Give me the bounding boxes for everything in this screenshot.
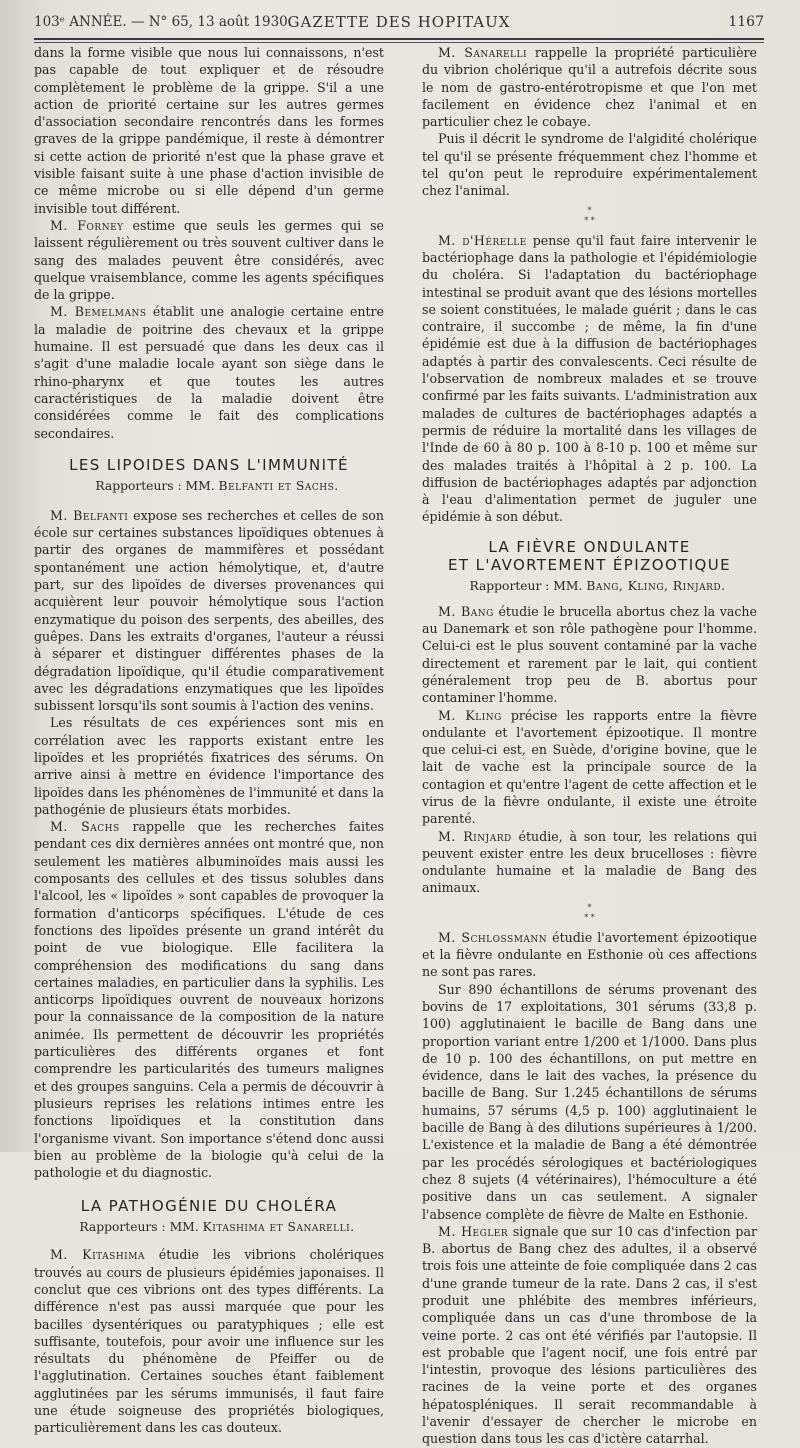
rapporteurs	[34, 478, 384, 495]
paragraph-text: précise les rapports entre la fièvre ondulante et l'avortement épizootique. Il montre que celui-ci est, en Suède, d'origine bovine, que le lait de vache est la principale source de la contagion et qu'entre l'agent de cette affection et le virus de la fièvre ondulante, il existe une étroite parenté.	[422, 707, 757, 827]
paragraph	[422, 603, 757, 707]
journal-title: GAZETTE DES HOPITAUX	[287, 13, 511, 31]
speaker-name: M. Sanarelli	[438, 45, 528, 60]
issue-info: 103ᵉ ANNÉE. — N° 65, 13 août 1930.	[34, 14, 293, 30]
speaker-name: M. Kitashima	[50, 1247, 145, 1263]
paragraph-text: étudie, à son tour, les relations qui peuvent exister entre les deux brucelloses : fièvre ondulante humaine et la maladie de Bang des animaux.	[422, 828, 757, 896]
paragraph: dans la forme visible que nous lui connaissons, n'est pas capable de tout expliquer et de résoudre complètement le problème de la grippe. S'il a une action de priorité certaine sur les autres germes d'association secondaire rencontrés dans les formes graves de la grippe pandémique, il reste à démontrer si cette action de priorité n'est que la phase grave et visible faisant suite à une phase d'action invisible de ce même microbe ou si elle dépend d'un germe invisible tout différent.	[34, 45, 384, 216]
running-header	[34, 12, 764, 32]
paragraph	[422, 1223, 757, 1448]
paragraph: Sur 890 échantillons de sérums provenant des bovins de 17 exploitations, 301 sérums (33,8 p. 100) agglutinaient le bacille de Bang dans une proportion variant entre 1/200 et 1/1000. Dans plus de 10 p. 100 des échantillons, on put mettre en évidence, dans le lait des vaches, la présence du bacille de Bang. Sur 1.245 échantillons de sérums humains, 57 sérums (4,5 p. 100) agglutinaient le bacille de Bang à des dilutions supérieures à 1/200. L'existence et la maladie de Bang a été démontrée par les procédés sérologiques et bactériologiques chez 8 sujets (4 vétérinaires), l'hémoculture a été positive dans un cas seulement. A signaler l'absence complète de fièvre de Malte en Esthonie.	[422, 981, 757, 1222]
paragraph	[34, 507, 384, 715]
speaker-name: M. Bang	[438, 603, 494, 619]
left-column	[34, 44, 384, 1437]
paragraph-text: étudie le brucella abortus chez la vache au Danemark et son rôle pathogène pour l'homme. Celui-ci est le plus souvent contaminé par la vache directement et rarement par le lait, qui contient généralement trop peu de B. abortus pour contaminer l'homme.	[422, 603, 757, 706]
paragraph-text: étudie les vibrions cholériques trouvés au cours de plusieurs épidémies japonaises. Il conclut que ces vibrions ont des types différents. La différence n'est pas aussi marquée que pour les bacilles dysentériques ou paratyphiques ; elle est suffisante, toutefois, pour avoir une influence sur les résultats du phénomène de Pfeiffer ou de l'agglutination. Certaines souches étant faiblement agglutinées par les sérums immunisés, il faut faire une étude soigneuse des propriétés biologiques, particulièrement dans les cas douteux.	[34, 1247, 384, 1436]
section-heading: ET L'AVORTEMENT ÉPIZOOTIQUE	[447, 555, 732, 574]
paragraph-text: établit une analogie certaine entre la maladie de poitrine des chevaux et la grippe humaine. Il est persuadé que dans les deux cas il s'agit d'une maladie locale ayant son siège dans le rhino-pharynx et que toutes les autres caractéristiques de la maladie doivent être considérées comme le fait des complications secondaires.	[34, 304, 384, 441]
speaker-name: M. Belfanti	[50, 507, 129, 523]
section-heading: LES LIPOIDES DANS L'IMMUNITÉ	[69, 455, 349, 474]
section-separator-stars: * * *	[584, 205, 595, 225]
header-rule	[34, 38, 764, 43]
speaker-name: M. Hegler	[438, 1223, 509, 1239]
paragraph	[34, 818, 384, 1181]
rapporteurs-names: Bang, Kling, Rinjard.	[586, 578, 726, 593]
paragraph-text: estime que seuls les germes qui se laissent régulièrement ou très souvent cultiver dans le sang des malades peuvent être considérés, avec quelque vraisemblance, comme les agents spécifiques de la grippe.	[34, 217, 384, 303]
paragraph	[422, 707, 757, 828]
paragraph	[34, 217, 384, 303]
rapporteurs-prefix: Rapporteurs : MM.	[79, 1220, 199, 1235]
paragraph	[422, 44, 757, 130]
speaker-name: M. Forney	[50, 217, 124, 233]
paragraph-text: rappelle que les recherches faites pendant ces dix dernières années ont montré que, non seulement les matières albuminoïdes mais aussi les composants des cellules et des tissus solubles dans l'alcool, les « lipoïdes » sont capables de provoquer la formation d'anticorps spécifiques. L'étude de ces fonctions des lipoïdes présente un grand intérêt du point de vue biologique. Elle facilitera la compréhension des modifications du sang dans certaines maladies, en particulier dans la syphilis. Les anticorps lipoïdiques ouvrent de nouveaux horizons pour la connaissance de la composition de la nature animée. Ils permettent de découvrir les propriétés particulières des différents organes et font comprendre les particularités des tumeurs malignes et des groupes sanguins. Cela a permis de découvrir à plusieurs reprises les relations intimes entre les fonctions lipoïdiques et la constitution dans l'organisme vivant. Son importance s'étend donc aussi bien au problème de la biologie qu'à celui de la pathologie et du diagnostic.	[34, 819, 385, 1181]
paragraph	[422, 929, 757, 981]
section-heading: LA PATHOGÉNIE DU CHOLÉRA	[80, 1197, 338, 1216]
right-column	[422, 44, 757, 1448]
paragraph-text: expose ses recherches et celles de son école sur certaines substances lipoïdiques obtenues à partir des organes de mammifères et possédant spontanément une action hémolytique, et, d'autre part, sur des lipoïdes de diverses provenances qui acquièrent leur pouvoir hémolytique sous l'action enzymatique du poison des serpents, des abeilles, des guêpes. Dans les extraits d'organes, l'auteur a réussi à séparer et distinguer différentes phases de la dégradation lipoïdique, qu'il étudie comparativement avec les dégradations enzymatiques que les lipoïdes subissent lorsqu'ils sont soumis à l'action des venins.	[34, 507, 384, 714]
paragraph	[422, 828, 757, 897]
section-heading: LA FIÈVRE ONDULANTE	[488, 537, 691, 556]
rapporteurs-prefix: Rapporteur : MM.	[469, 578, 583, 593]
speaker-name: M. Sachs	[50, 819, 120, 835]
page-number: 1167	[728, 14, 764, 30]
rapporteurs-prefix: Rapporteurs : MM.	[95, 478, 215, 493]
paragraph-text: signale que sur 10 cas d'infection par B. abortus de Bang chez des adultes, il a observé trois fois une atteinte de foie compliquée dans 2 cas d'une grande tumeur de la rate. Dans 2 cas, il s'est produit une phlébite des membres inférieurs, compliquée dans un cas d'une thrombose de la veine porte. 2 cas ont été vérifiés par l'autopsie. Il est probable que l'agent nocif, une fois entré par l'intestin, provoque des lésions particulières des racines de la veine porte et des organes hépatospléniques. Il serait recommandable à l'avenir d'essayer de chercher le microbe en question dans tous les cas d'ictère catarrhal.	[422, 1223, 757, 1447]
paragraph-text: rappelle la propriété particulière du vibrion cholérique qu'il a autrefois décrite sous le nom de gastro-entérotropisme et que l'on met facilement en évidence chez l'animal et en particulier chez le cobaye.	[422, 45, 757, 130]
speaker-name: M. d'Hérelle	[438, 232, 527, 248]
paragraph	[422, 232, 757, 526]
paragraph-text: étudie l'avortement épizootique et la fièvre ondulante en Esthonie où ces affections ne sont pas rares.	[422, 929, 757, 980]
speaker-name: M. Kling	[438, 707, 502, 723]
speaker-name: M. Bemelmans	[50, 304, 147, 320]
section-separator-stars: * * *	[584, 902, 595, 922]
paragraph-text: pense qu'il faut faire intervenir le bactériophage dans la pathologie et l'épidémiologie du choléra. Si l'adaptation du bactériophage intestinal se produit avant que des lésions mortelles se soient constituées, le malade guérit ; dans le cas contraire, il succombe ; de même, la fin d'une épidémie est due à la diffusion de bactériophages adaptés à partir des convalescents. Ceci résulte de l'observation de nombreux malades et se trouve confirmé par les faits suivants. L'administration aux malades de cultures de bactériophages adaptés a permis de réduire la mortalité dans les villages de l'Inde de 60 à 80 p. 100 à 8-10 p. 100 et même sur des malades traités à l'hôpital à 2 p. 100. La diffusion de bactériophages adaptés par adjonction à l'eau d'alimentation permet de juguler une épidémie à son début.	[422, 232, 757, 525]
speaker-name: M. Schlossmann	[438, 929, 548, 945]
paragraph	[34, 1246, 384, 1436]
rapporteurs	[34, 1219, 384, 1236]
speaker-name: M. Rinjard	[438, 828, 512, 844]
rapporteurs-names: Kitashima et Sanarelli.	[202, 1220, 355, 1235]
paragraph: Les résultats de ces expériences sont mis en corrélation avec les rapports existant entre les lipoïdes et les propriétés fixatrices des sérums. On arrive ainsi à mettre en évidence l'importance des lipoïdes dans les phénomènes de l'immunité et dans la pathogénie de plusieurs états morbides.	[34, 715, 384, 817]
paragraph: Puis il décrit le syndrome de l'algidité cholérique tel qu'il se présente fréquemment chez l'homme et tel qu'on peut le reproduire expérimentalement chez l'animal.	[422, 131, 757, 199]
rapporteurs	[422, 578, 757, 595]
rapporteurs-names: Belfanti et Sachs.	[218, 478, 339, 493]
paragraph	[34, 303, 384, 441]
